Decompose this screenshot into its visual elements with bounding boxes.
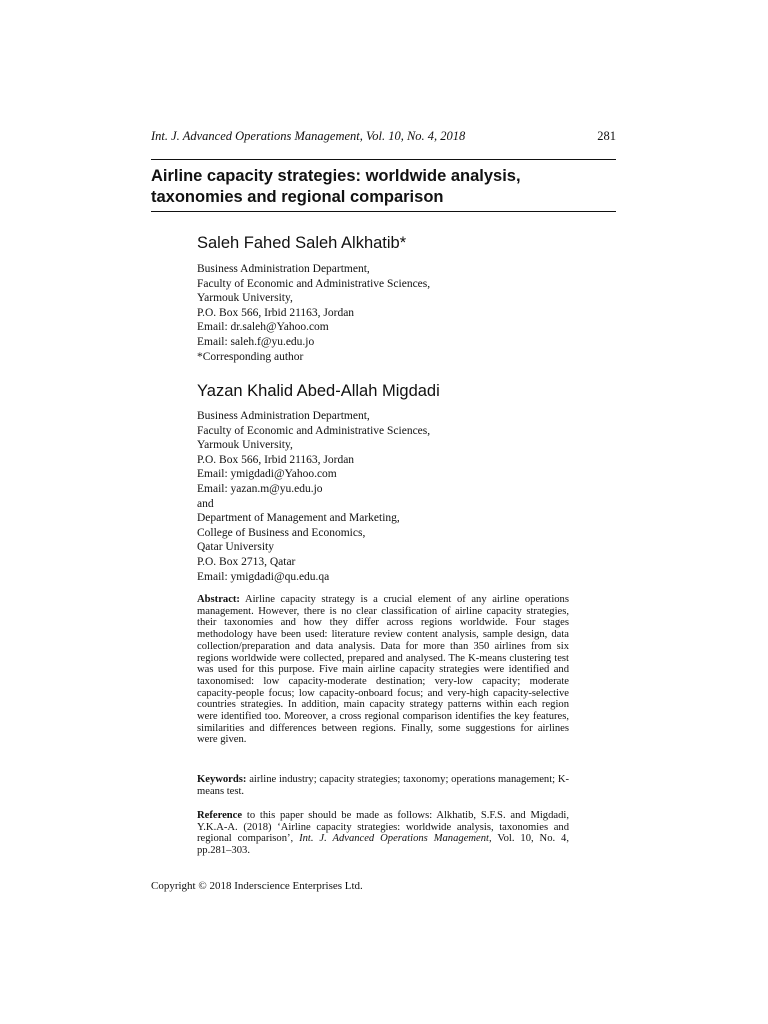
author-1-affiliation [197, 262, 430, 364]
running-header [151, 129, 616, 144]
abstract [197, 594, 569, 746]
author-1-name: Saleh Fahed Saleh Alkhatib* [197, 234, 407, 252]
reference-label: Reference [197, 810, 243, 821]
author-2-email-2: Email: yazan.m@yu.edu.jo [197, 482, 323, 495]
title-bottom-rule [151, 211, 616, 212]
author-2-email-3: Email: ymigdadi@qu.edu.qa [197, 570, 330, 583]
keywords-text: airline industry; capacity strategies; taxonomy; operations management; K-means test. [197, 774, 569, 797]
abstract-label: Abstract: [197, 594, 240, 605]
copyright-notice: Copyright © 2018 Inderscience Enterprises Ltd. [151, 880, 363, 892]
affiliation-line: P.O. Box 566, Irbid 21163, Jordan [197, 453, 355, 466]
affiliation-line: Faculty of Economic and Administrative Sciences, [197, 277, 431, 290]
affiliation-line: Faculty of Economic and Administrative Sciences, [197, 424, 431, 437]
paper-title [151, 166, 616, 208]
journal-citation: Int. J. Advanced Operations Management, Vol. 10, No. 4, 2018 [151, 129, 466, 143]
reference-journal: Int. J. Advanced Operations Management [299, 833, 489, 845]
affiliation-line: Business Administration Department, [197, 263, 370, 275]
title-line-1: Airline capacity strategies: worldwide analysis, [151, 167, 521, 185]
affiliation-line: P.O. Box 2713, Qatar [197, 555, 296, 568]
reference-text: to this paper should be made as follows: Alkhatib, S.F.S. and Migdadi, Y.K.A-A. (2018) ‘Airline capacity strategies: worldwide analysis, taxonomies and regional comparison’, [197, 810, 569, 845]
affiliation-line: Qatar University [197, 541, 274, 554]
reference-volume: , Vol. 10, No. 4, pp.281–303. [197, 833, 569, 857]
affiliation-line: Yarmouk University, [197, 292, 293, 305]
affiliation-line: Department of Management and Marketing, [197, 512, 400, 525]
affiliation-line: College of Business and Economics, [197, 526, 366, 539]
reference [197, 810, 569, 857]
corresponding-author-note: *Corresponding author [197, 350, 304, 363]
author-2-email-1: Email: ymigdadi@Yahoo.com [197, 468, 337, 481]
affiliation-line: Yarmouk University, [197, 439, 293, 452]
title-line-2: taxonomies and regional comparison [151, 188, 444, 206]
affiliation-line: Business Administration Department, [197, 410, 370, 422]
title-top-rule [151, 159, 616, 160]
abstract-text: Airline capacity strategy is a crucial element of any airline operations management. However, there is no clear classification of airline capacity strategies, their taxonomies and how they differ across regions worldwide. Four stages methodology have been used: literature review content analysis, sample design, data collection/preparation and data analysis. Data for more than 350 airlines from six regions worldwide were collected, prepared and analysed. The K-means clustering test was used for this purpose. Five main airline capacity strategies were identified and taxonomised: low capacity-moderate destination; very-low capacity; moderate capacity-people focus; low capacity-onboard focus; and very-high capacity-selective countries strategies. In addition, main capacity strategy patterns within each region were identified too. Moreover, a cross regional comparison identifies the key features, similarities and differences between regions. Finally, some suggestions for airlines were given. [197, 594, 569, 746]
author-1-email-1: Email: dr.saleh@Yahoo.com [197, 321, 329, 334]
keywords [197, 774, 569, 797]
page-number: 281 [597, 129, 616, 143]
affiliation-line: P.O. Box 566, Irbid 21163, Jordan [197, 306, 355, 319]
author-2-affiliation [197, 409, 430, 584]
author-1-email-2: Email: saleh.f@yu.edu.jo [197, 335, 315, 348]
keywords-label: Keywords: [197, 774, 247, 785]
author-2-name: Yazan Khalid Abed-Allah Migdadi [197, 382, 440, 400]
affiliation-conjunction: and [197, 497, 214, 510]
